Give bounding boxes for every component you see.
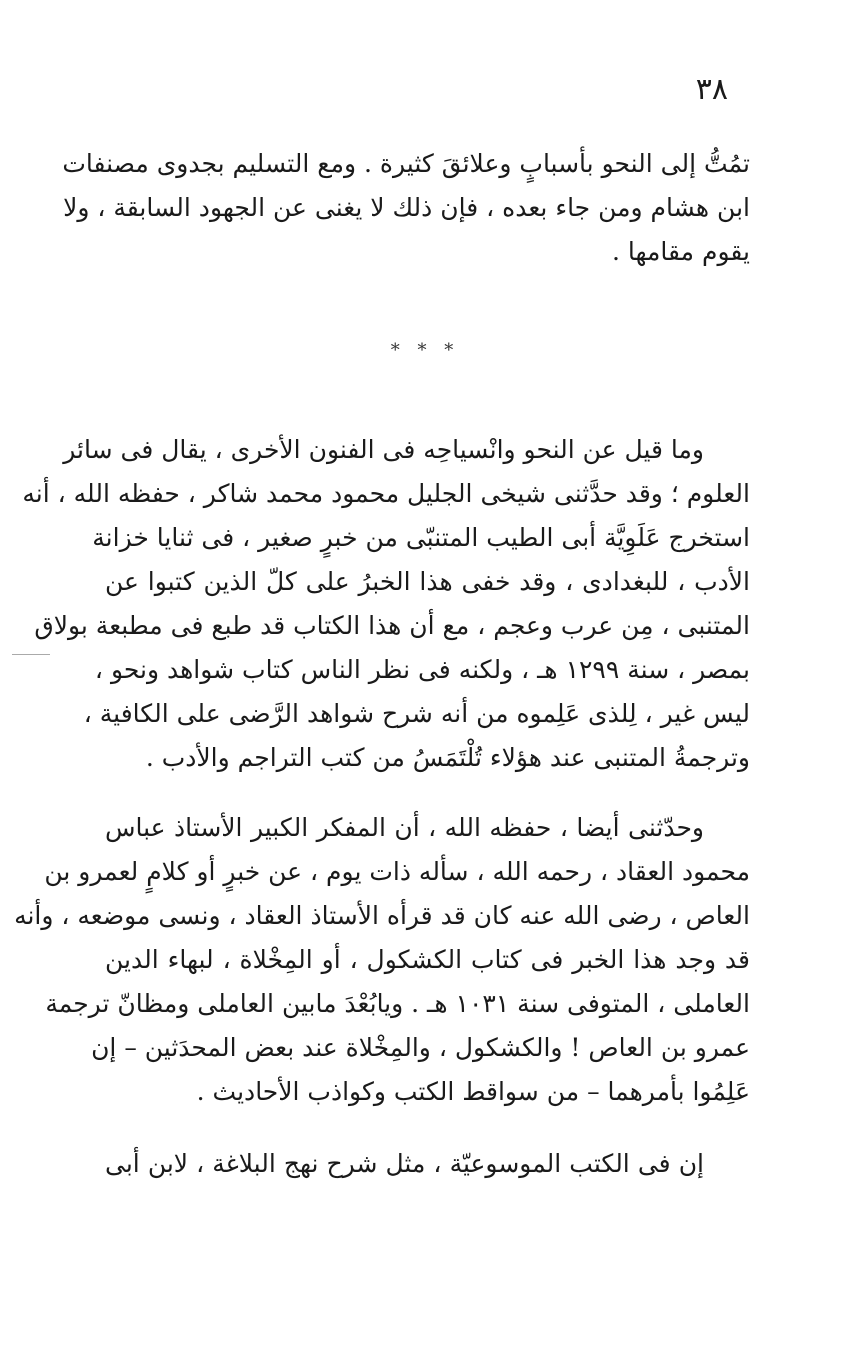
paragraph-line: العلوم ؛ وقد حدَّثنى شيخى الجليل محمود محمد شاكر ، حفظه الله ، أنه <box>22 479 750 508</box>
paragraph-1 <box>62 142 750 274</box>
paragraph-line: إن فى الكتب الموسوعيّة ، مثل شرح نهج البلاغة ، لابن أبى <box>105 1149 704 1178</box>
paragraph-line: المتنبى ، مِن عرب وعجم ، مع أن هذا الكتاب قد طبع فى مطبعة بولاق <box>34 611 750 640</box>
margin-mark <box>12 654 50 655</box>
paragraph-line: وما قيل عن النحو وانْسياحِه فى الفنون الأخرى ، يقال فى سائر <box>63 435 704 464</box>
section-separator: * * * <box>390 340 460 361</box>
paragraph-line: وحدّثنى أيضا ، حفظه الله ، أن المفكر الكبير الأستاذ عباس <box>105 813 704 842</box>
paragraph-line: العاملى ، المتوفى سنة ١٠٣١ هـ . ويابُعْدَ مابين العاملى ومظانّ ترجمة <box>45 989 750 1018</box>
paragraph-2 <box>22 428 750 780</box>
paragraph-4 <box>105 1142 750 1186</box>
paragraph-line: بمصر ، سنة ١٢٩٩ هـ ، ولكنه فى نظر الناس كتاب شواهد ونحو ، <box>94 655 750 684</box>
paragraph-line: عمرو بن العاص ! والكشكول ، والمِخْلاة عند بعض المحدَثين – إن <box>91 1033 750 1062</box>
paragraph-line: تمُتُّ إلى النحو بأسبابٍ وعلائقَ كثيرة . ومع التسليم بجدوى مصنفات <box>62 149 750 178</box>
paragraph-line: ابن هشام ومن جاء بعده ، فإن ذلك لا يغنى عن الجهود السابقة ، ولا <box>63 193 750 222</box>
paragraph-line: العاص ، رضى الله عنه كان قد قرأه الأستاذ العقاد ، ونسى موضعه ، وأنه <box>14 901 750 930</box>
paragraph-line: يقوم مقامها . <box>611 237 750 266</box>
paragraph-3 <box>14 806 750 1114</box>
paragraph-line: عَلِمُوا بأمرهما – من سواقط الكتب وكواذب الأحاديث . <box>196 1077 750 1106</box>
paragraph-line: الأدب ، للبغدادى ، وقد خفى هذا الخبرُ على كلّ الذين كتبوا عن <box>105 567 750 596</box>
page-number: ٣٨ <box>695 72 728 107</box>
paragraph-line: قد وجد هذا الخبر فى كتاب الكشكول ، أو المِخْلاة ، لبهاء الدين <box>105 945 750 974</box>
paragraph-line: استخرج عَلَوِيَّة أبى الطيب المتنبّى من خبرٍ صغير ، فى ثنايا خزانة <box>92 523 750 552</box>
paragraph-line: ليس غير ، لِلذى عَلِموه من أنه شرح شواهد الرَّضى على الكافية ، <box>83 699 750 728</box>
paragraph-line: محمود العقاد ، رحمه الله ، سأله ذات يوم ، عن خبرٍ أو كلامٍ لعمرو بن <box>44 857 750 886</box>
paragraph-line: وترجمةُ المتنبى عند هؤلاء تُلْتَمَسُ من كتب التراجم والأدب . <box>145 743 750 772</box>
